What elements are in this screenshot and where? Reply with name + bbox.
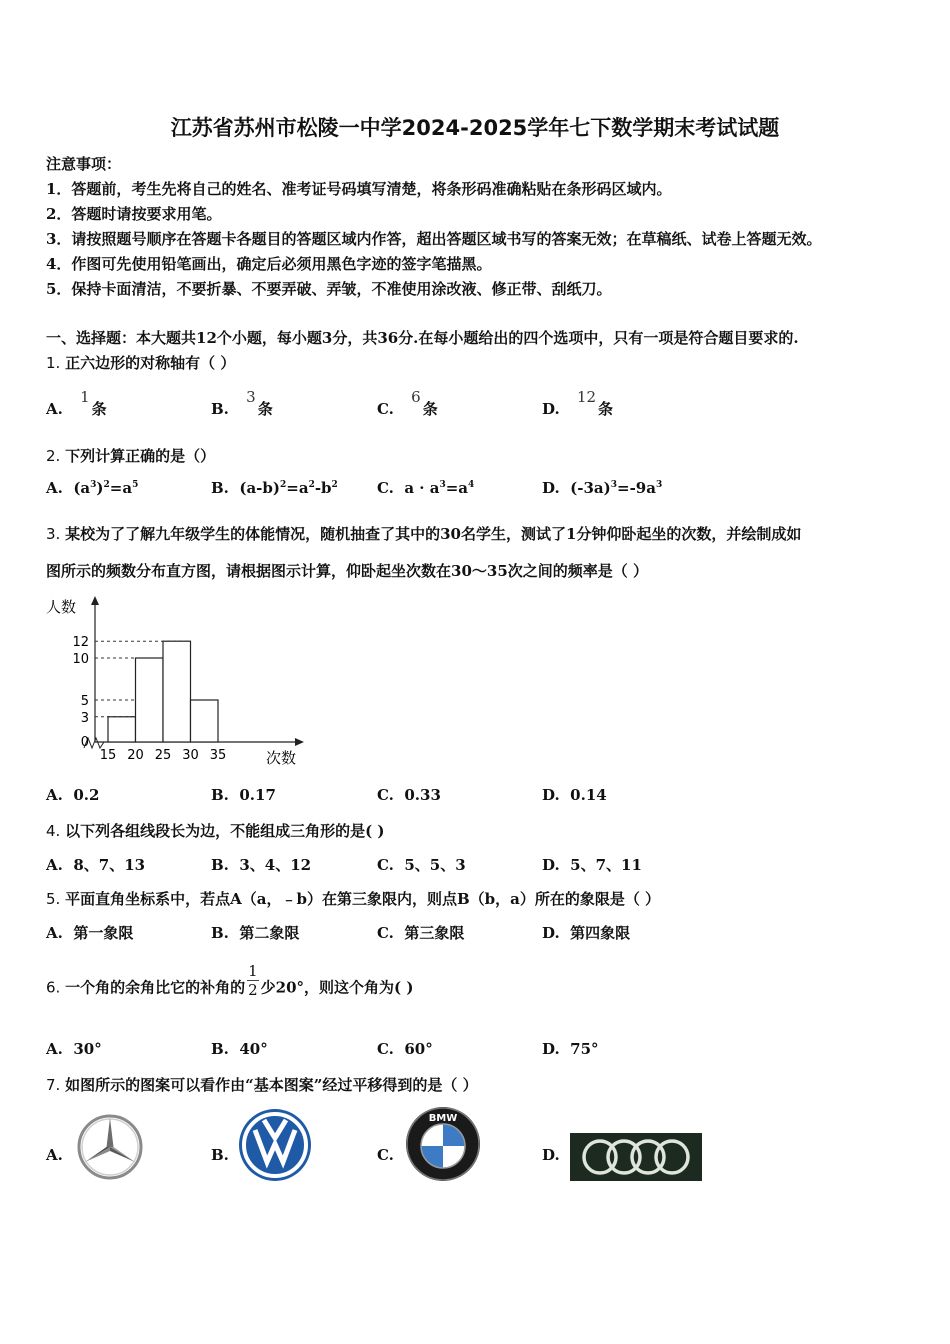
q4-option-a[interactable]: A. 8、7、13 (46, 856, 146, 874)
x-axis-arrow (295, 738, 304, 746)
option-unit: 条 (257, 400, 273, 418)
x-tick-label: 30 (182, 748, 199, 763)
option-math: $(-3a)^3=-9a^3$ (570, 479, 663, 497)
notice-item: 2．答题时请按要求用笔。 (46, 205, 222, 223)
question-3 (46, 523, 801, 544)
option-label: D. (542, 400, 560, 418)
q6-option-a[interactable]: A. 30° (46, 1040, 102, 1058)
option-number: 6 (411, 388, 421, 406)
notice-item: 1．答题前，考生先将自己的姓名、准考证号码填写清楚，将条形码准确粘贴在条形码区域内。 (46, 180, 672, 198)
notice-item: 5．保持卡面清洁，不要折暴、不要弄破、弄皱，不准使用涂改液、修正带、刮纸刀。 (46, 280, 612, 298)
x-tick-label: 15 (99, 748, 117, 763)
question-text: 一个角的余角比它的补角的 (65, 978, 246, 997)
histogram-bar (191, 700, 219, 742)
question-number: 4. (46, 822, 61, 840)
q6-option-b[interactable]: B. 40° (211, 1040, 268, 1058)
option-number: 1 (80, 388, 90, 406)
q3-option-d[interactable]: D. 0.14 (542, 786, 607, 804)
x-tick-label: 35 (209, 748, 227, 763)
q1-option-b[interactable] (211, 388, 273, 419)
q3-option-a[interactable]: A. 0.2 (46, 786, 100, 804)
y-axis-arrow (91, 596, 99, 605)
q2-option-d[interactable] (542, 479, 662, 497)
q4-option-d[interactable]: D. 5、7、11 (542, 856, 642, 874)
four-rings-logo (570, 1133, 702, 1181)
q1-option-d[interactable] (542, 388, 614, 419)
fraction: $\frac{1}{2}$ (248, 962, 258, 999)
q6-option-c[interactable]: C. 60° (377, 1040, 433, 1058)
q1-option-c[interactable] (377, 388, 438, 419)
question-number: 1. (46, 354, 61, 372)
option-label: B. (211, 400, 229, 418)
question-2 (46, 445, 215, 466)
question-text: 某校为了了解九年级学生的体能情况，随机抽查了其中的30名学生，测试了1分钟仰卧起坐的次数，并绘制成如 (65, 525, 802, 543)
y-tick-label: 0 (80, 735, 89, 750)
question-number: 3. (46, 525, 61, 543)
question-7 (46, 1074, 478, 1095)
y-tick-label: 5 (80, 694, 89, 709)
question-text-line2: 图所示的频数分布直方图，请根据图示计算，仰卧起坐次数在30～35次之间的频率是（ ） (46, 562, 648, 580)
q5-option-d[interactable]: D. 第四象限 (542, 924, 631, 942)
question-5 (46, 888, 660, 909)
histogram-chart (40, 592, 310, 772)
q4-option-b[interactable]: B. 3、4、12 (211, 856, 312, 874)
q5-option-b[interactable]: B. 第二象限 (211, 924, 300, 942)
option-label: A. (46, 400, 63, 418)
option-label: C. (377, 400, 394, 418)
x-axis-label: 次数 (266, 749, 297, 767)
vw-logo (238, 1108, 312, 1182)
question-number: 6. (46, 978, 61, 997)
y-tick-label: 12 (72, 635, 89, 651)
option-math: $(a^3)^2=a^5$ (73, 479, 139, 497)
q7-option-c-label[interactable]: C. (377, 1146, 394, 1164)
option-math: $(a-b)^2=a^2-b^2$ (239, 479, 338, 497)
page-title: 江苏省苏州市松陵一中学2024-2025学年七下数学期末考试试题 (170, 116, 780, 140)
option-label: B. (211, 479, 229, 497)
question-1 (46, 352, 235, 373)
mercedes-star-logo (76, 1113, 144, 1181)
question-6 (46, 962, 414, 1007)
x-tick-label: 20 (127, 748, 144, 763)
y-tick-label: 3 (80, 710, 89, 726)
q4-option-c[interactable]: C. 5、5、3 (377, 856, 466, 874)
question-text: 以下列各组线段长为边，不能组成三角形的是( ) (65, 822, 385, 840)
q5-option-c[interactable]: C. 第三象限 (377, 924, 465, 942)
question-text: 平面直角坐标系中，若点A（a，﹣b）在第三象限内，则点B（b，a）所在的象限是（ ） (65, 890, 661, 908)
x-tick-label: 25 (154, 748, 172, 763)
question-4 (46, 820, 385, 841)
q3-option-b[interactable]: B. 0.17 (211, 786, 276, 804)
question-text: 如图所示的图案可以看作由“基本图案”经过平移得到的是（ ） (65, 1076, 478, 1094)
option-unit: 条 (598, 400, 614, 418)
q2-option-c[interactable] (377, 479, 474, 497)
histogram-bar (136, 658, 164, 742)
option-unit: 条 (422, 400, 438, 418)
histogram-bar (163, 641, 191, 742)
notice-item: 4．作图可先使用铅笔画出，确定后必须用黑色字迹的签字笔描黑。 (46, 255, 492, 273)
histogram-bar (108, 717, 136, 742)
question-number: 7. (46, 1076, 61, 1094)
option-math: $a \cdot a^3=a^4$ (404, 479, 475, 497)
question-text: 下列计算正确的是（） (65, 447, 216, 465)
question-number: 2. (46, 447, 61, 465)
option-number: 3 (246, 388, 256, 406)
q7-option-d-label[interactable]: D. (542, 1146, 560, 1164)
option-label: C. (377, 479, 394, 497)
option-number: 12 (576, 388, 597, 406)
option-unit: 条 (91, 400, 107, 418)
bmw-lettering: BMW (428, 1113, 458, 1124)
q7-option-b-label[interactable]: B. (211, 1146, 229, 1164)
y-axis-label: 人数 (46, 598, 77, 616)
notice-item: 3．请按照题号顺序在答题卡各题目的答题区域内作答，超出答题区域书写的答案无效；在草稿纸、试卷上答题无效。 (46, 230, 822, 248)
y-tick-label: 10 (72, 652, 89, 667)
notice-heading: 注意事项： (46, 155, 122, 173)
question-text: 正六边形的对称轴有（ ） (65, 354, 236, 372)
q6-option-d[interactable]: D. 75° (542, 1040, 599, 1058)
q1-option-a[interactable] (46, 388, 107, 419)
question-number: 5. (46, 890, 61, 908)
option-label: D. (542, 479, 560, 497)
q2-option-b[interactable] (211, 479, 338, 497)
option-label: A. (46, 479, 63, 497)
section-heading: 一、选择题：本大题共12个小题，每小题3分，共36分.在每小题给出的四个选项中，只有一项是符合题目要求的. (46, 329, 799, 347)
q5-option-a[interactable]: A. 第一象限 (46, 924, 134, 942)
q7-option-a-label[interactable]: A. (46, 1146, 63, 1164)
bmw-logo (405, 1106, 481, 1182)
q3-option-c[interactable]: C. 0.33 (377, 786, 441, 804)
question-text: 少20°，则这个角为( ) (260, 978, 414, 997)
q2-option-a[interactable] (46, 479, 138, 497)
